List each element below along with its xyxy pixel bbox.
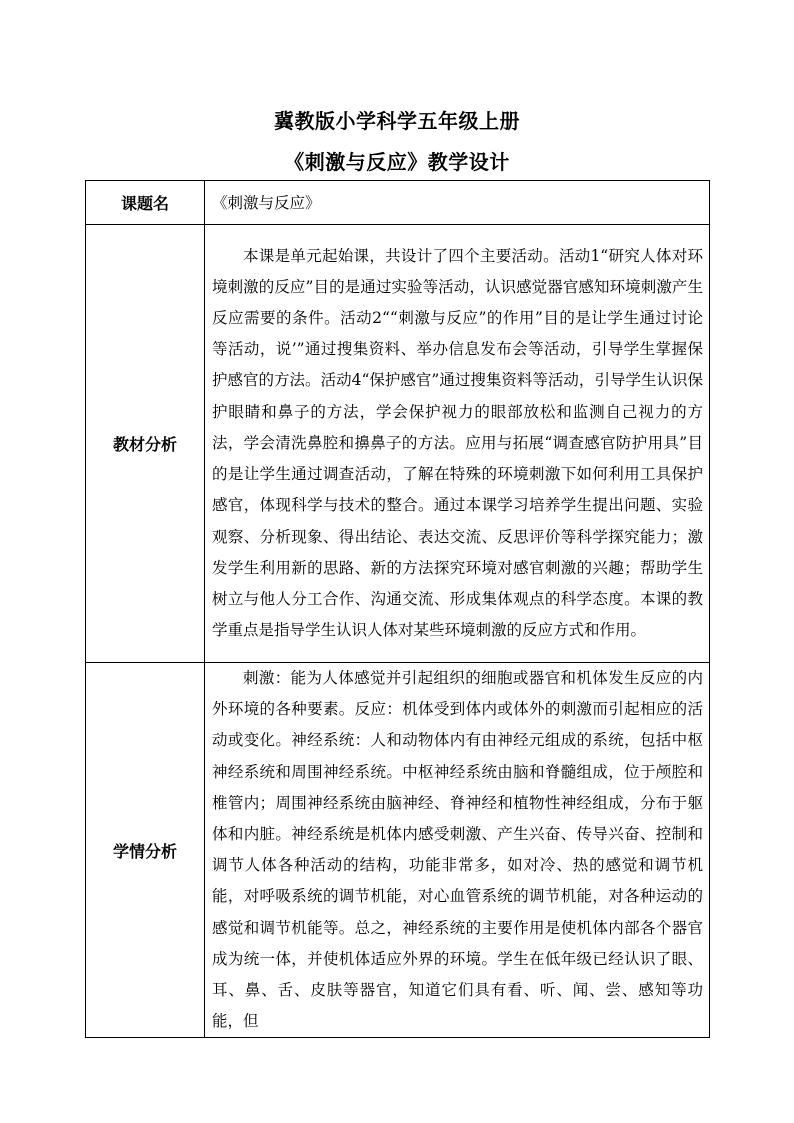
document-title: 冀教版小学科学五年级上册 — [274, 109, 520, 133]
row-content-topic: 《刺激与反应》 — [205, 181, 710, 225]
table-row-material-analysis — [86, 225, 710, 663]
lesson-plan-table — [85, 180, 710, 1038]
row-label-student-analysis: 学情分析 — [86, 663, 205, 1038]
document-subtitle: 《刺激与反应》教学设计 — [284, 150, 510, 174]
student-analysis-paragraph: 刺激：能为人体感觉并引起组织的细胞或器官和机体发生反应的内外环境的各种要素。反应：机体受到体内或体外的刺激而引起相应的活动或变化。神经系统：人和动物体内有由神经元组成的系统，包括中枢神经系统和周围神经系统。中枢神经系统由脑和脊髓组成，位于颅腔和椎管内；周围神经系统由脑神经、脊神经和植物性神经组成，分布于躯体和内脏。神经系统是机体内感受刺激、产生兴奋、传导兴奋、控制和调节人体各种活动的结构，功能非常多，如对冷、热的感觉和调节机能，对呼吸系统的调节机能，对心血管系统的调节机能，对各种运动的感觉和调节机能等。总之，神经系统的主要作用是使机体内部各个器官成为统一体，并使机体适应外界的环境。学生在低年级已经认识了眼、耳、鼻、舌、皮肤等器官，知道它们具有看、听、闻、尝、感知等功能，但 — [212, 669, 703, 1031]
row-label-material-analysis: 教材分析 — [86, 225, 205, 663]
row-content-material-analysis — [205, 225, 710, 663]
table-row-student-analysis — [86, 663, 710, 1038]
material-analysis-paragraph: 本课是单元起始课，共设计了四个主要活动。活动1“研究人体对环境刺激的反应”目的是通过实验等活动，认识感觉器官感知环境刺激产生反应需要的条件。活动2““刺激与反应”的作用”目的是让学生通过讨论等活动，说’”通过搜集资料、举办信息发布会等活动，引导学生掌握保护感官的方法。活动4“保护感官”通过搜集资料等活动，引导学生认识保护眼睛和鼻子的方法，学会保护视力的眼部放松和监测自己视力的方法，学会清洗鼻腔和擤鼻子的方法。应用与拓展“调查感官防护用具”目的是让学生通过调查活动，了解在特殊的环境刺激下如何利用工具保护感官，体现科学与技术的整合。通过本课学习培养学生提出问题、实验观察、分析现象、得出结论、表达交流、反思评价等科学探究能力；激发学生利用新的思路、新的方法探究环境对感官刺激的兴趣；帮助学生树立与他人分工合作、沟通交流、形成集体观点的科学态度。本课的教学重点是指导学生认识人体对某些环境刺激的反应方式和作用。 — [212, 246, 703, 640]
table-row-topic — [86, 181, 710, 225]
row-label-topic: 课题名 — [86, 181, 205, 225]
row-content-student-analysis — [205, 663, 710, 1038]
